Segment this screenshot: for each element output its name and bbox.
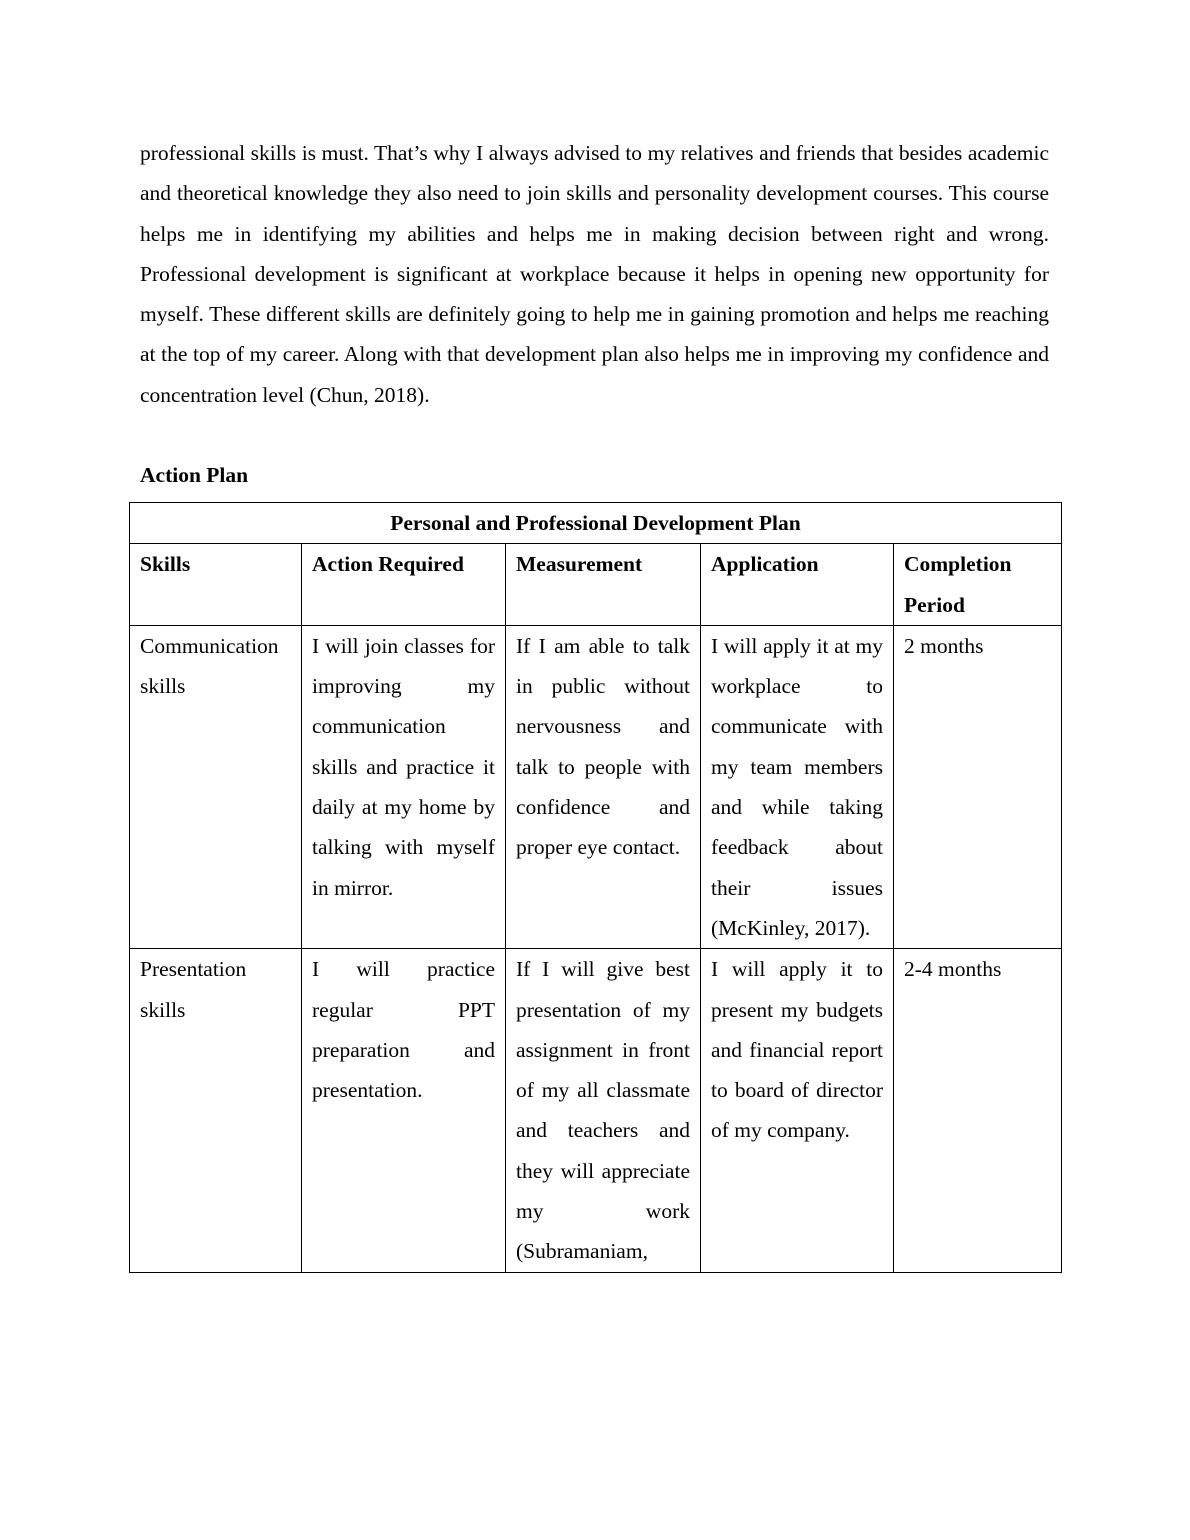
cell-application: I will apply it at my workplace to communicate with my team members and while taking feedback about their issues (McKinley, 2017). [701,625,894,948]
cell-skills: Presentation skills [130,949,302,1272]
cell-period: 2 months [894,625,1062,948]
header-measurement: Measurement [506,544,701,626]
table-row [130,625,1062,948]
header-application: Application [701,544,894,626]
header-completion-period: Completion Period [894,544,1062,626]
development-plan-table [129,502,1062,1273]
cell-action: I will join classes for improving my communication skills and practice it daily at my home by talking with myself in mirror. [302,625,506,948]
table-row [130,949,1062,1272]
cell-application: I will apply it to present my budgets and financial report to board of director of my company. [701,949,894,1272]
section-heading: Action Plan [140,463,249,487]
table-title: Personal and Professional Development Plan [130,503,1062,544]
cell-measurement: If I am able to talk in public without nervousness and talk to people with confidence and proper eye contact. [506,625,701,948]
body-paragraph: professional skills is must. That’s why I always advised to my relatives and friends that besides academic and theoretical knowledge they also need to join skills and personality development courses. This course helps me in identifying my abilities and helps me in making decision between right and wrong. Professional development is significant at workplace because it helps in opening new opportunity for myself. These different skills are definitely going to help me in gaining promotion and helps me reaching at the top of my career. Along with that development plan also helps me in improving my confidence and concentration level (Chun, 2018). [140,141,1049,407]
header-action-required: Action Required [302,544,506,626]
table-header-row [130,544,1062,626]
header-skills: Skills [130,544,302,626]
cell-skills: Communication skills [130,625,302,948]
cell-action: I will practice regular PPT preparation and presentation. [302,949,506,1272]
cell-period: 2-4 months [894,949,1062,1272]
cell-measurement: If I will give best presentation of my assignment in front of my all classmate and teachers and they will appreciate my work (Subramaniam, [506,949,701,1272]
table-title-row [130,503,1062,544]
